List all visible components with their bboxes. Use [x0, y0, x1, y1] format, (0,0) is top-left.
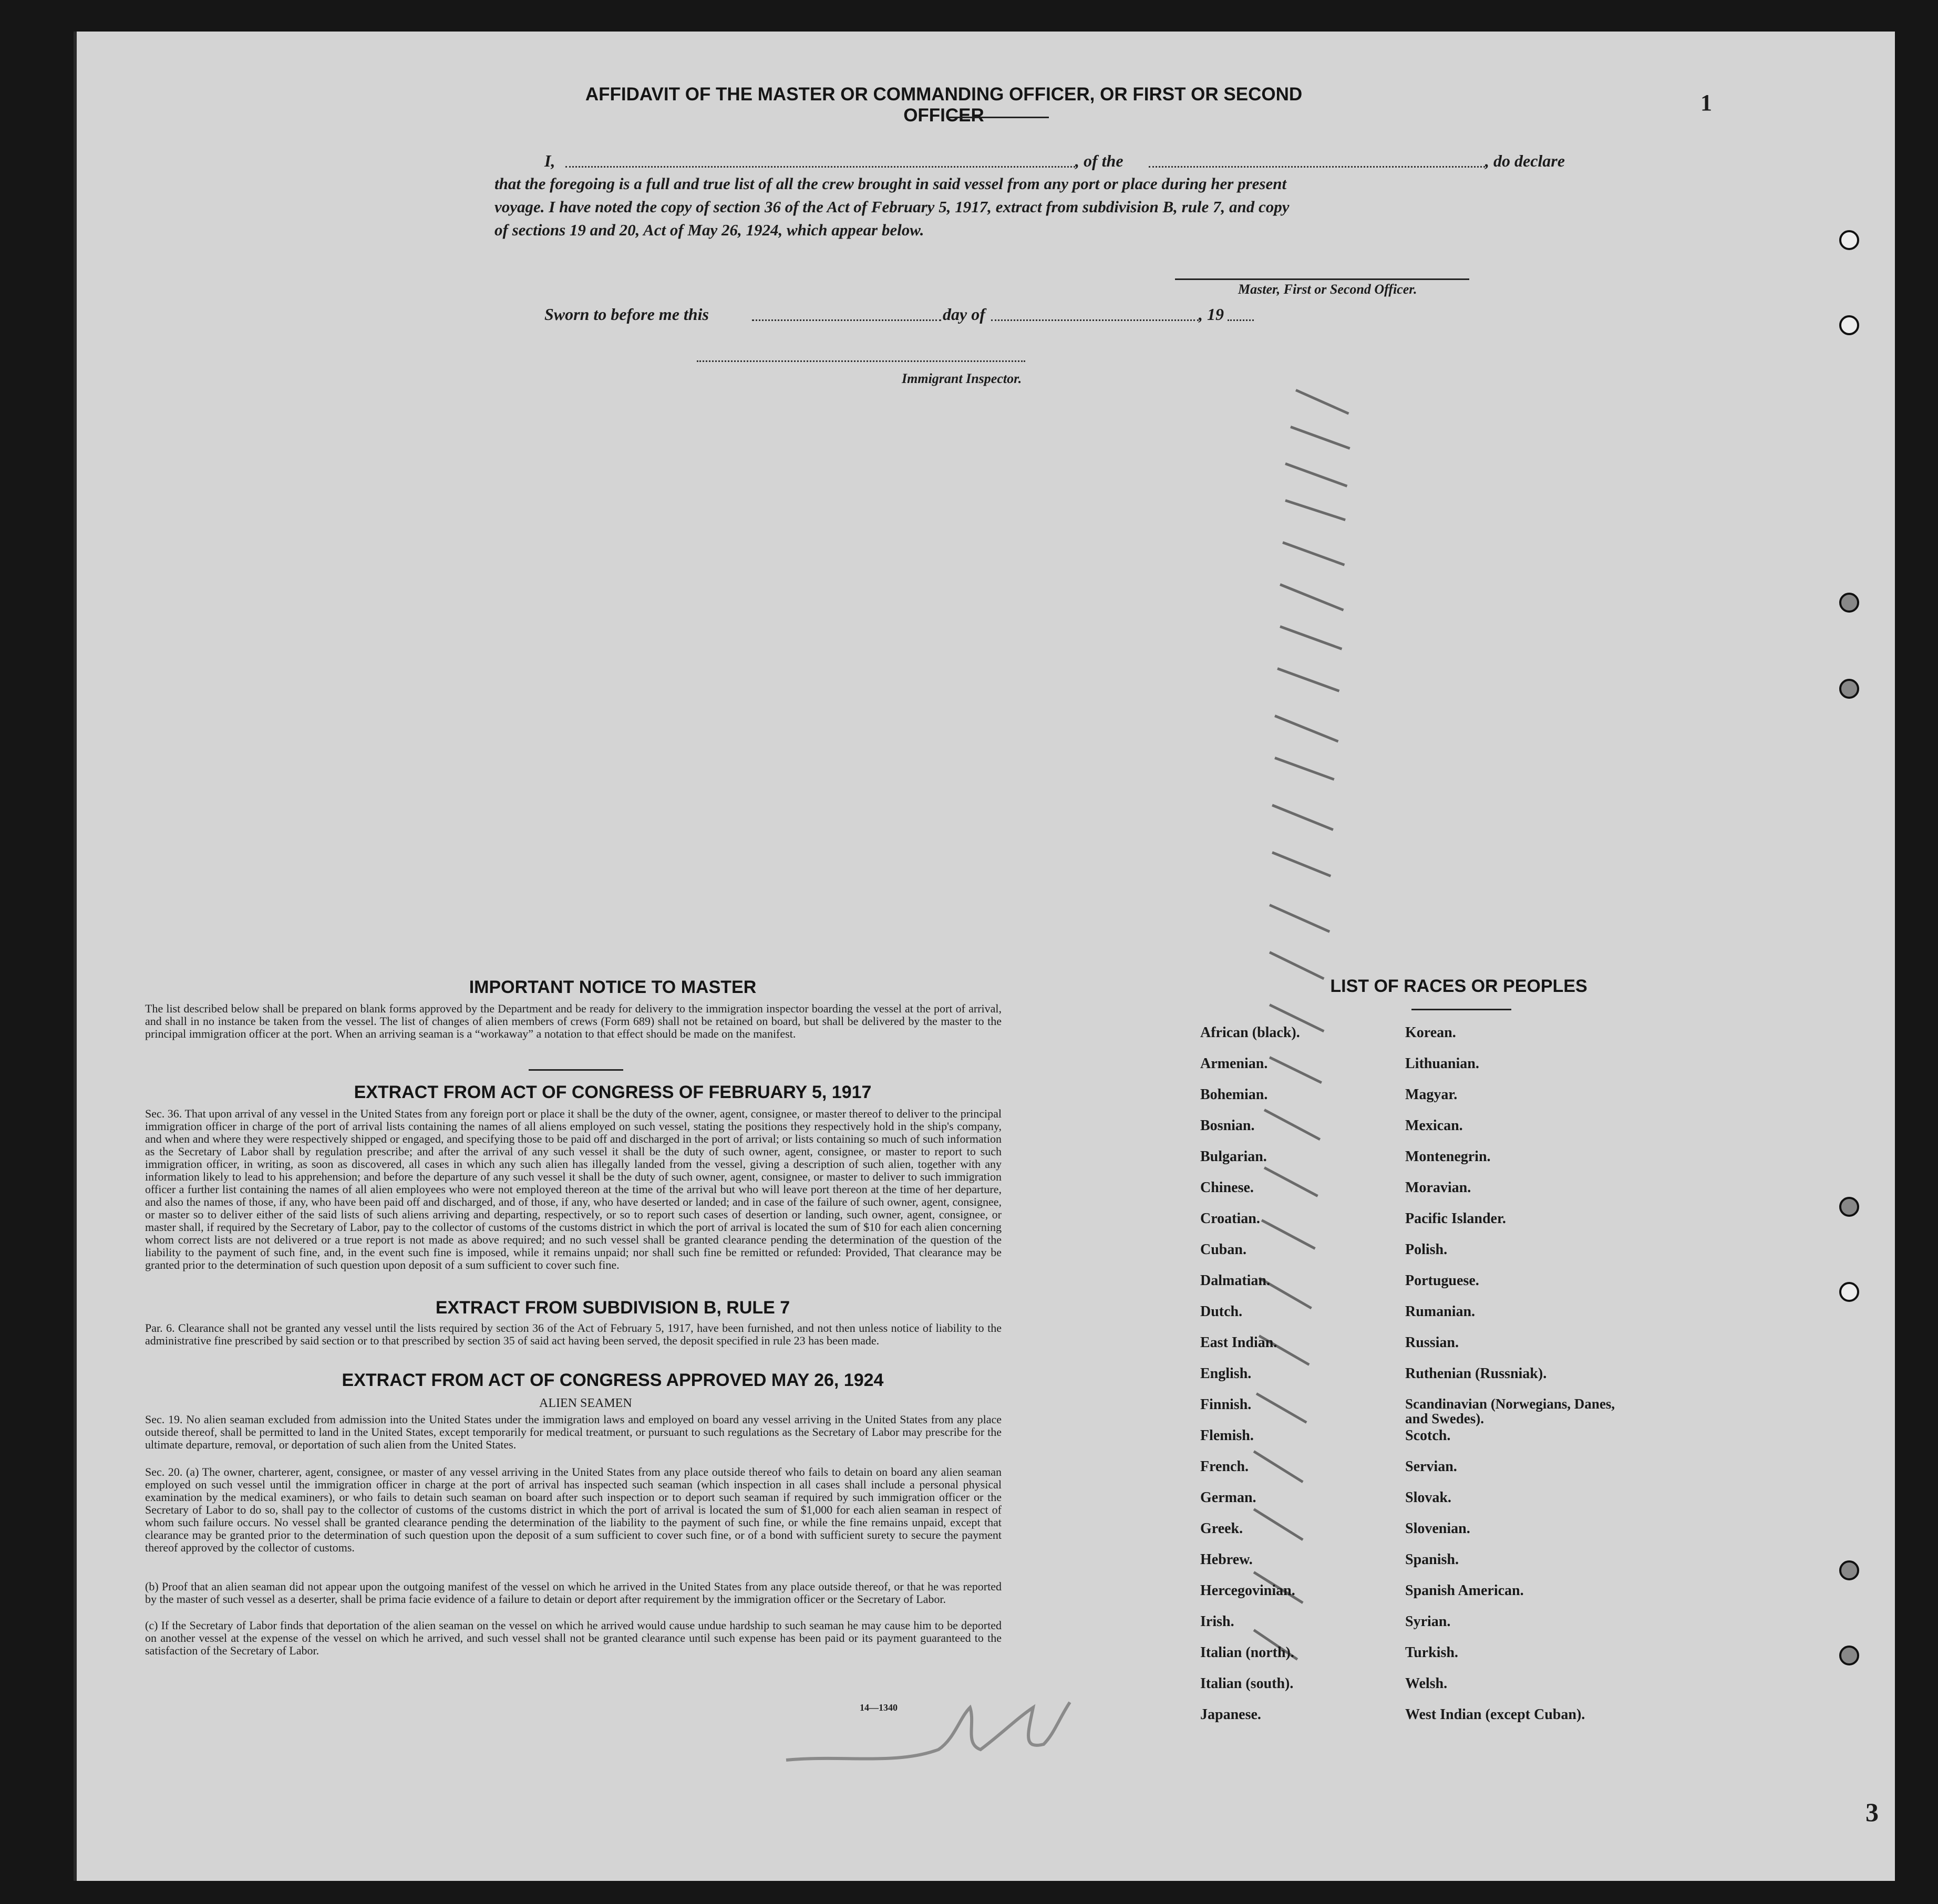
punch-hole — [1839, 593, 1859, 613]
day-of-label: day of — [943, 305, 985, 324]
affidavit-line-2: that the foregoing is a full and true list of all the crew brought in said vessel from any port or place during her present — [494, 174, 1287, 193]
race-item: Syrian. — [1405, 1613, 1451, 1630]
affidavit-declare-label: , do declare — [1485, 151, 1565, 170]
race-item: Russian. — [1405, 1334, 1459, 1351]
race-item: Hercegovinian. — [1200, 1582, 1295, 1599]
extract-1924-sec20b: (b) Proof that an alien seaman did not appear upon the outgoing manifest of the vessel on which he arrived in the United States from any place outside thereof, or that he was reported by the master of such vessel as a deserter, shall be prima facie evidence of a failure to detain or deport after requirement by the immigration officer or the Secretary of Labor. — [145, 1580, 1002, 1606]
page-mark: 3 — [1865, 1797, 1879, 1827]
race-item: East Indian. — [1200, 1334, 1277, 1351]
race-item: Croatian. — [1200, 1210, 1260, 1227]
sworn-day-field[interactable] — [752, 319, 941, 321]
tally-mark — [1290, 426, 1350, 450]
race-item: Dutch. — [1200, 1303, 1243, 1320]
title-divider — [949, 117, 1049, 118]
master-signature-label: Master, First or Second Officer. — [1238, 282, 1417, 297]
tally-mark — [1269, 904, 1330, 933]
race-item: Slovak. — [1405, 1489, 1451, 1506]
race-item: Spanish. — [1405, 1551, 1459, 1568]
race-item: Italian (south). — [1200, 1675, 1294, 1692]
handwritten-signature — [781, 1686, 1075, 1771]
race-item: English. — [1200, 1365, 1252, 1382]
race-item: Bosnian. — [1200, 1117, 1255, 1134]
races-title: LIST OF RACES OR PEOPLES — [1330, 976, 1587, 996]
inspector-signature-line[interactable] — [697, 360, 1025, 362]
extract-1924-subtitle: ALIEN SEAMEN — [539, 1396, 632, 1410]
race-item: Mexican. — [1405, 1117, 1463, 1134]
document-page — [74, 32, 1895, 1881]
race-item: Welsh. — [1405, 1675, 1448, 1692]
race-item: German. — [1200, 1489, 1256, 1506]
tally-mark — [1269, 951, 1325, 980]
race-item: Lithuanian. — [1405, 1056, 1479, 1072]
race-item: Ruthenian (Russniak). — [1405, 1365, 1547, 1382]
race-item: Pacific Islander. — [1405, 1210, 1506, 1227]
race-item: French. — [1200, 1458, 1249, 1475]
races-divider — [1411, 1009, 1511, 1010]
punch-hole — [1839, 1282, 1859, 1302]
section-divider — [529, 1069, 623, 1071]
race-item: Cuban. — [1200, 1241, 1246, 1258]
master-name-field[interactable] — [565, 166, 1075, 168]
punch-hole — [1839, 679, 1859, 699]
race-item: African (black). — [1200, 1025, 1300, 1041]
punch-hole — [1839, 315, 1859, 335]
race-item: West Indian (except Cuban). — [1405, 1706, 1585, 1723]
tally-mark — [1280, 583, 1344, 611]
tally-mark — [1274, 715, 1338, 742]
inspector-label: Immigrant Inspector. — [902, 371, 1022, 386]
tally-mark — [1282, 541, 1345, 566]
race-item: Flemish. — [1200, 1427, 1254, 1444]
affidavit-i-label: I, — [544, 151, 555, 170]
race-item: Finnish. — [1200, 1396, 1252, 1413]
sworn-year-field[interactable] — [1228, 319, 1254, 321]
race-item: Japanese. — [1200, 1706, 1261, 1723]
punch-hole — [1839, 1560, 1859, 1580]
punch-hole — [1839, 1646, 1859, 1665]
race-item: Armenian. — [1200, 1056, 1268, 1072]
vessel-name-field[interactable] — [1149, 166, 1485, 168]
race-item: Dalmatian. — [1200, 1272, 1270, 1289]
extract-1917-title: EXTRACT FROM ACT OF CONGRESS OF FEBRUARY 5, 1917 — [354, 1082, 872, 1102]
punch-hole — [1839, 1197, 1859, 1217]
year-label: , 19 — [1199, 305, 1224, 324]
affidavit-line-4: of sections 19 and 20, Act of May 26, 1924, which appear below. — [494, 221, 924, 239]
race-item: Polish. — [1405, 1241, 1448, 1258]
race-item: Turkish. — [1405, 1644, 1458, 1661]
tally-mark — [1285, 462, 1347, 487]
extract-rule7-title: EXTRACT FROM SUBDIVISION B, RULE 7 — [435, 1298, 790, 1318]
notice-title: IMPORTANT NOTICE TO MASTER — [469, 977, 757, 997]
tally-mark — [1272, 851, 1331, 877]
affidavit-of-the-label: , of the — [1075, 151, 1123, 170]
tally-mark — [1285, 499, 1346, 521]
race-item: Spanish American. — [1405, 1582, 1524, 1599]
tally-mark — [1277, 667, 1339, 692]
corner-mark: 1 — [1700, 90, 1712, 116]
race-item: Servian. — [1405, 1458, 1457, 1475]
tally-mark — [1295, 389, 1349, 415]
extract-rule7-text: Par. 6. Clearance shall not be granted any vessel until the lists required by section 36 of the Act of February 5, 1917, have been furnished, and not then unless notice of liability to the administrative fine prescribed by said section or to that prescribed by section 35 of said act having been served, the deposit specified in rule 23 has been made. — [145, 1321, 1002, 1347]
race-item: Chinese. — [1200, 1179, 1254, 1196]
race-item: Portuguese. — [1405, 1272, 1479, 1289]
tally-mark — [1272, 804, 1334, 831]
race-item: Moravian. — [1405, 1179, 1471, 1196]
extract-1924-sec20c: (c) If the Secretary of Labor finds that deportation of the alien seaman on the vessel on which he arrived would cause undue hardship to such seaman he may cause him to be deported on another vessel at the expense of the vessel on which he arrived, and such vessel shall not be granted clearance until such expense has been paid or its payment guaranteed to the satisfaction of the Secretary of Labor. — [145, 1619, 1002, 1657]
race-item: Scandinavian (Norwegians, Danes, and Swedes). — [1405, 1396, 1615, 1426]
race-item: Scotch. — [1405, 1427, 1451, 1444]
tally-mark — [1280, 625, 1342, 650]
tally-mark — [1274, 757, 1334, 781]
affidavit-line-3: voyage. I have noted the copy of section 36 of the Act of February 5, 1917, extract from subdivision B, rule 7, and copy — [494, 198, 1290, 216]
race-item: Korean. — [1405, 1025, 1456, 1041]
race-item: Hebrew. — [1200, 1551, 1253, 1568]
sworn-month-field[interactable] — [991, 319, 1199, 321]
race-item: Montenegrin. — [1405, 1148, 1491, 1165]
affidavit-title: AFFIDAVIT OF THE MASTER OR COMMANDING OFFICER, OR FIRST OR SECOND OFFICER — [585, 84, 1303, 126]
race-item: Italian (north). — [1200, 1644, 1294, 1661]
punch-hole — [1839, 230, 1859, 250]
race-item: Bulgarian. — [1200, 1148, 1267, 1165]
races-left-column — [1200, 1025, 1389, 1737]
races-right-column — [1405, 1025, 1626, 1737]
race-item: Rumanian. — [1405, 1303, 1476, 1320]
sworn-label: Sworn to before me this — [544, 305, 709, 324]
extract-1924-sec19: Sec. 19. No alien seaman excluded from admission into the United States under the immigration laws and employed on board any vessel arriving in the United States from any place outside thereof, shall be permitted to land in the United States, except temporarily for medical treatment, or pursuant to such regulations as the Secretary of Labor may prescribe for the ultimate departure, removal, or deportation of such alien from the United States. — [145, 1413, 1002, 1451]
race-item: Slovenian. — [1405, 1520, 1470, 1537]
race-item: Greek. — [1200, 1520, 1243, 1537]
race-item: Magyar. — [1405, 1086, 1458, 1103]
extract-1917-text: Sec. 36. That upon arrival of any vessel in the United States from any foreign port or place it shall be the duty of the owner, agent, consignee, or master thereof to deliver to the principal immigration officer in charge of the port of arrival lists containing the names of all aliens employed on such vessel, stating the positions they respectively hold in the ship's company, and when and where they were respectively shipped or engaged, and specifying those to be paid off and discharged in the port of arrival; or lists containing so much of such information as the Secretary of Labor shall by regulation prescribe; and after the arrival of any such vessel it shall be the duty of such owner, agent, consignee, or master to report to such immigration officer, in writing, as soon as discovered, all cases in which any such alien has illegally landed from the vessel, giving a description of such alien, together with any information likely to lead to his apprehension; and before the departure of any such vessel it shall be the duty of such owner, agent, consignee, or master to deliver to such immigration officer a further list containing the names of all alien employees who were not employed thereon at the time of the arrival but who will leave port thereon at the time of her departure, and also the names of those, if any, who have been paid off and discharged, and of those, if any, who have deserted or landed; and in case of the failure of such owner, agent, consignee, or master so to deliver either of the said lists of such aliens arriving and departing, respectively, or so to report such cases of desertion or landing, such owner, agent, consignee, or master shall, if required by the Secretary of Labor, pay to the collector of customs of the customs district in which the port of arrival is located the sum of $10 for each alien concerning whom correct lists are not delivered or a true report is not made as above required; and no such vessel shall be granted clearance pending the determination of the question of the liability to the payment of such fine, and, in the event such fine is imposed, while it remains unpaid; nor shall such fine be remitted or refunded: Provided, That clearance may be granted prior to the determination of such question upon deposit of a sum sufficient to cover such fine. — [145, 1107, 1002, 1271]
race-item: Irish. — [1200, 1613, 1234, 1630]
extract-1924-title: EXTRACT FROM ACT OF CONGRESS APPROVED MAY 26, 1924 — [342, 1370, 884, 1390]
master-signature-line[interactable] — [1175, 278, 1469, 280]
extract-1924-sec20a: Sec. 20. (a) The owner, charterer, agent, consignee, or master of any vessel arriving in the United States from any place outside thereof who fails to detain on board any alien seaman employed on such vessel until the immigration officer in charge at the port of arrival has inspected such seaman (which inspection in all cases shall include a personal physical examination by the medical examiners), or who fails to detain such seaman on board after such inspection or to deport such seaman if required by such immigration officer or the Secretary of Labor to do so, shall pay to the collector of customs of the customs district in which the port of arrival is located the sum of $1,000 for each alien seaman in respect of whom such failure occurs. No vessel shall be granted clearance pending the determination of the liability to the payment of such fine, or while the fine remains unpaid, except that clearance may be granted prior to the determination of such question upon the deposit of a sum sufficient to cover such fine, or of a bond with sufficient surety to secure the payment thereof approved by the collector of customs. — [145, 1465, 1002, 1554]
race-item: Bohemian. — [1200, 1086, 1268, 1103]
form-number: 14—1340 — [860, 1702, 898, 1713]
notice-text: The list described below shall be prepared on blank forms approved by the Department and be ready for delivery to the immigration inspector boarding the vessel at the port of arrival, and shall in no instance be taken from the vessel. The list of changes of alien members of crews (Form 689) shall not be retained on board, but shall be delivered by the master to the principal immigration officer at the port. When an arriving seaman is a “workaway” a notation to that effect should be made on the manifest. — [145, 1002, 1002, 1040]
